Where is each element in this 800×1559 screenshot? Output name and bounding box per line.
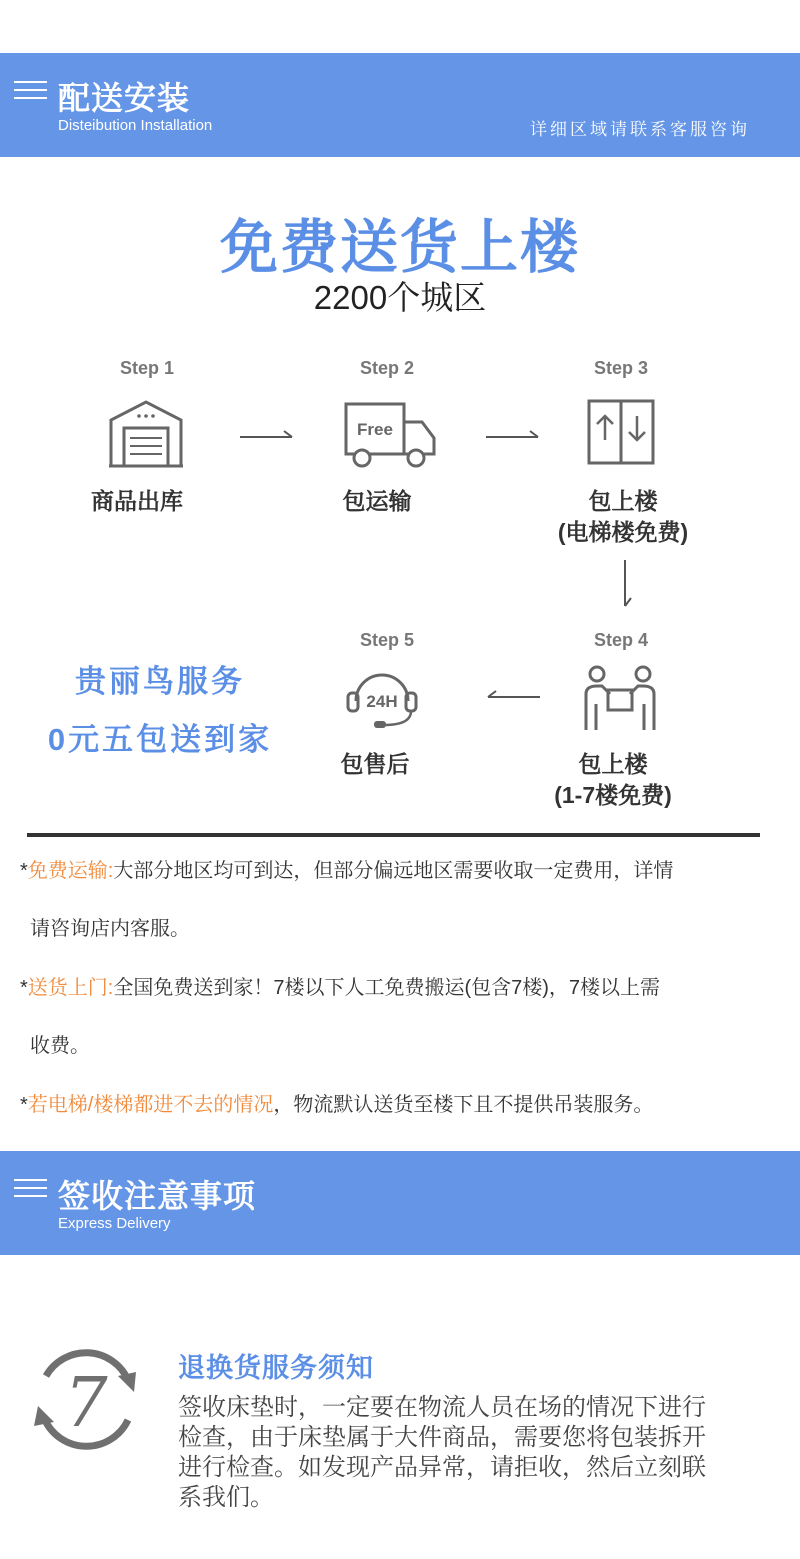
support-24h-label: 24H: [366, 692, 398, 711]
arrow-left-icon: [486, 690, 540, 704]
note-door-delivery-cont: 收费。: [30, 1035, 90, 1057]
promo-line-1: 贵丽鸟服务: [75, 664, 245, 699]
menu-lines-icon: [14, 81, 47, 99]
seven-day-label: 7: [64, 1364, 108, 1443]
arrow-right-icon: [486, 428, 540, 442]
note-free-shipping-cont: 请咨询店内客服。: [30, 918, 190, 940]
step-5-name: 包售后: [340, 751, 410, 777]
free-truck-label: Free: [357, 420, 393, 439]
contact-note: 详细区域请联系客服咨询: [530, 120, 750, 139]
arrow-right-icon: [240, 428, 294, 442]
divider: [27, 833, 760, 837]
step-1-label: Step 1: [119, 358, 175, 378]
return-policy-body: 签收床垫时，一定要在物流人员在场的情况下进行 检查，由于床垫属于大件商品，需要您将包装拆开 进行检查。如发现产品异常，请拒收，然后立刻联 系我们。: [178, 1394, 706, 1511]
step-2-label: Step 2: [359, 358, 415, 378]
elevator-icon: [586, 398, 656, 466]
step-3-name: 包上楼 (电梯楼免费): [557, 488, 689, 545]
section-subtitle: Express Delivery: [58, 1215, 171, 1232]
step-3-label: Step 3: [593, 358, 649, 378]
signing-notice-banner: [0, 1151, 800, 1255]
section-subtitle: Disteibution Installation: [58, 117, 213, 134]
step-4-label: Step 4: [593, 630, 649, 650]
return-policy-title: 退换货服务须知: [178, 1353, 374, 1383]
support-24h-icon: [344, 665, 420, 735]
arrow-down-icon: [617, 560, 633, 610]
warehouse-icon: [106, 398, 186, 468]
section-title: 签收注意事项: [58, 1178, 257, 1214]
step-4-name: 包上楼 (1-7楼免费): [554, 751, 672, 808]
note-no-access: *若电梯/楼梯都进不去的情况，物流默认送货至楼下且不提供吊装服务。: [20, 1094, 654, 1116]
movers-icon: [580, 664, 660, 732]
subhead: 2200个城区: [313, 279, 487, 316]
headline: 免费送货上楼: [219, 215, 580, 280]
seven-day-return-icon: [24, 1342, 148, 1458]
free-truck-icon: [342, 400, 438, 470]
note-free-shipping: *免费运输:大部分地区均可到达，但部分偏远地区需要收取一定费用，详情: [20, 860, 674, 882]
delivery-install-banner: [0, 53, 800, 157]
promo-line-2: 0元五包送到家: [47, 722, 273, 757]
step-1-name: 商品出库: [91, 488, 183, 514]
section-title: 配送安装: [58, 80, 191, 116]
note-door-delivery: *送货上门:全国免费送到家！7楼以下人工免费搬运(包含7楼)，7楼以上需: [20, 977, 661, 999]
menu-lines-icon: [14, 1179, 47, 1197]
step-5-label: Step 5: [359, 630, 415, 650]
step-2-name: 包运输: [342, 488, 412, 514]
